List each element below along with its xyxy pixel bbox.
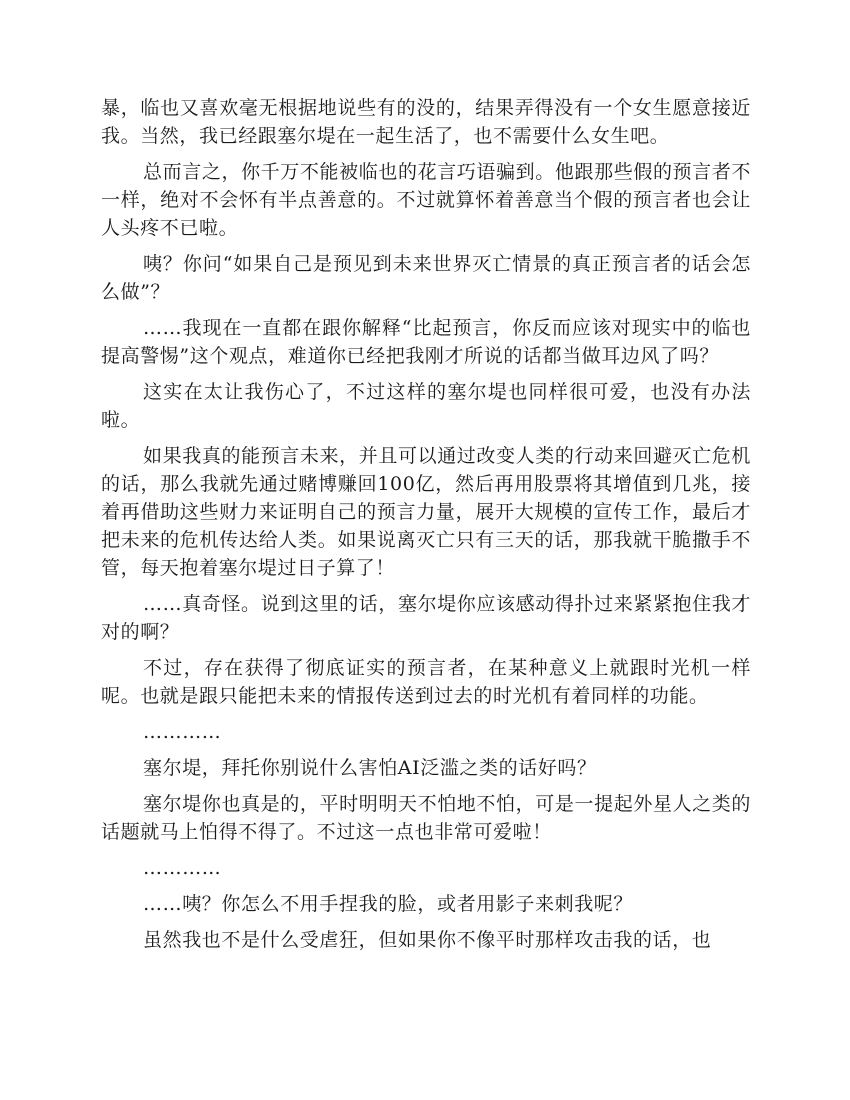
ellipsis-line-1: ………… xyxy=(143,721,222,743)
paragraph-1: 暴，临也又喜欢毫无根据地说些有的没的，结果弄得没有一个女生愿意接近我。当然，我已经跟塞尔堤在一起生活了，也不需要什么女生吧。 xyxy=(101,97,751,147)
paragraph-7: ……真奇怪。说到这里的话，塞尔堤你应该感动得扑过来紧紧抱住我才对的啊？ xyxy=(101,593,751,643)
paragraph-3: 咦？你问“如果自己是预见到未来世界灭亡情景的真正预言者的话会怎么做”？ xyxy=(101,253,751,303)
document-page xyxy=(101,94,751,962)
paragraph-8: 不过，存在获得了彻底证实的预言者，在某种意义上就跟时光机一样呢。也就是跟只能把未来的情报传送到过去的时光机有着同样的功能。 xyxy=(101,657,751,707)
paragraph-2: 总而言之，你千万不能被临也的花言巧语骗到。他跟那些假的预言者不一样，绝对不会怀有半点善意的。不过就算怀着善意当个假的预言者也会让人头疼不已啦。 xyxy=(101,161,751,239)
paragraph-11: ……咦？你怎么不用手捏我的脸，或者用影子来刺我呢？ xyxy=(143,893,634,915)
paragraph-5: 这实在太让我伤心了，不过这样的塞尔堤也同样很可爱，也没有办法啦。 xyxy=(101,381,751,431)
paragraph-9: 塞尔堤，拜托你别说什么害怕AI泛滥之类的话好吗？ xyxy=(143,757,597,779)
paragraph-12: 虽然我也不是什么受虐狂，但如果你不像平时那样攻击我的话，也 xyxy=(143,929,712,951)
paragraph-4: ……我现在一直都在跟你解释“比起预言，你反而应该对现实中的临也提高警惕”这个观点，难道你已经把我刚才所说的话都当做耳边风了吗？ xyxy=(101,317,751,367)
ellipsis-line-2: ………… xyxy=(143,857,222,879)
paragraph-10: 塞尔堤你也真是的，平时明明天不怕地不怕，可是一提起外星人之类的话题就马上怕得不得了。不过这一点也非常可爱啦！ xyxy=(101,793,751,843)
paragraph-6: 如果我真的能预言未来，并且可以通过改变人类的行动来回避灭亡危机的话，那么我就先通过赌博赚回100亿，然后再用股票将其增值到几兆，接着再借助这些财力来证明自己的预言力量，展开大规模的宣传工作，最后才把未来的危机传达给人类。如果说离灭亡只有三天的话，那我就干脆撒手不管，每天抱着塞尔堤过日子算了！ xyxy=(101,445,751,579)
